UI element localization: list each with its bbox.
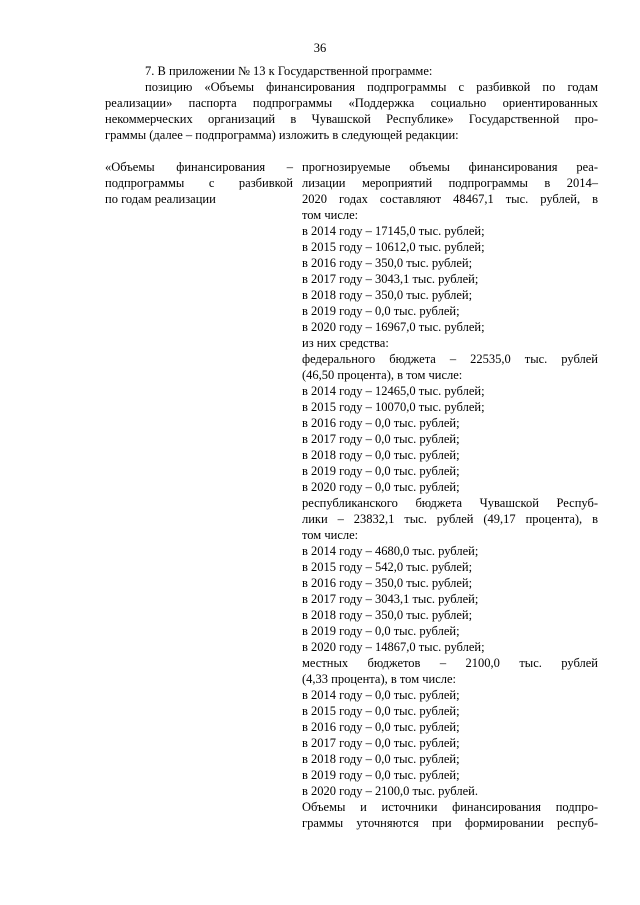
detail-line: в 2017 году – 3043,1 тыс. рублей; bbox=[302, 592, 479, 606]
detail-line: лики – 23832,1 тыс. рублей (49,17 процента), в bbox=[302, 512, 598, 526]
intro-line: 7. В приложении № 13 к Государственной программе: bbox=[145, 64, 433, 78]
intro-paragraph bbox=[105, 63, 598, 143]
detail-line: в 2015 году – 10070,0 тыс. рублей; bbox=[302, 400, 485, 414]
detail-line: в 2020 году – 14867,0 тыс. рублей; bbox=[302, 640, 485, 654]
financing-details bbox=[302, 159, 598, 831]
detail-line: в 2018 году – 0,0 тыс. рублей; bbox=[302, 752, 460, 766]
detail-line: прогнозируемые объемы финансирования реа- bbox=[302, 160, 598, 174]
detail-line: в 2020 году – 2100,0 тыс. рублей. bbox=[302, 784, 478, 798]
detail-line: в 2014 году – 0,0 тыс. рублей; bbox=[302, 688, 460, 702]
detail-line: том числе: bbox=[302, 528, 359, 542]
detail-line: из них средства: bbox=[302, 336, 389, 350]
detail-line: в 2015 году – 10612,0 тыс. рублей; bbox=[302, 240, 485, 254]
detail-line: в 2019 году – 0,0 тыс. рублей; bbox=[302, 768, 460, 782]
intro-line: некоммерческих организаций в Чувашской Республике» Государственной про- bbox=[105, 112, 598, 126]
detail-line: в 2016 году – 0,0 тыс. рублей; bbox=[302, 416, 460, 430]
detail-line: в 2014 году – 17145,0 тыс. рублей; bbox=[302, 224, 485, 238]
detail-line: местных бюджетов – 2100,0 тыс. рублей bbox=[302, 656, 598, 670]
label-line: «Объемы финансирования – bbox=[105, 160, 293, 174]
intro-line: позицию «Объемы финансирования подпрограммы с разбивкой по годам bbox=[145, 80, 598, 94]
intro-line: граммы (далее – подпрограмма) изложить в следующей редакции: bbox=[105, 128, 459, 142]
detail-line: Объемы и источники финансирования подпро- bbox=[302, 800, 598, 814]
detail-line: в 2019 году – 0,0 тыс. рублей; bbox=[302, 464, 460, 478]
detail-line: в 2017 году – 0,0 тыс. рублей; bbox=[302, 736, 460, 750]
detail-line: в 2017 году – 3043,1 тыс. рублей; bbox=[302, 272, 479, 286]
detail-line: том числе: bbox=[302, 208, 359, 222]
detail-line: в 2018 году – 0,0 тыс. рублей; bbox=[302, 448, 460, 462]
intro-line: реализации» паспорта подпрограммы «Поддержка социально ориентированных bbox=[105, 96, 598, 110]
detail-line: 2020 годах составляют 48467,1 тыс. рублей, в bbox=[302, 192, 598, 206]
detail-line: республиканского бюджета Чувашской Респуб- bbox=[302, 496, 598, 510]
detail-line: лизации мероприятий подпрограммы в 2014– bbox=[302, 176, 598, 190]
detail-line: в 2016 году – 350,0 тыс. рублей; bbox=[302, 256, 473, 270]
page-number: 36 bbox=[313, 41, 327, 55]
detail-line: в 2020 году – 0,0 тыс. рублей; bbox=[302, 480, 460, 494]
detail-line: в 2015 году – 0,0 тыс. рублей; bbox=[302, 704, 460, 718]
detail-line: в 2016 году – 0,0 тыс. рублей; bbox=[302, 720, 460, 734]
passport-position-label bbox=[105, 159, 293, 207]
detail-line: (4,33 процента), в том числе: bbox=[302, 672, 457, 686]
detail-line: в 2014 году – 4680,0 тыс. рублей; bbox=[302, 544, 479, 558]
detail-line: в 2015 году – 542,0 тыс. рублей; bbox=[302, 560, 473, 574]
detail-line: в 2020 году – 16967,0 тыс. рублей; bbox=[302, 320, 485, 334]
label-line: по годам реализации bbox=[105, 192, 216, 206]
detail-line: в 2018 году – 350,0 тыс. рублей; bbox=[302, 288, 473, 302]
detail-line: в 2019 году – 0,0 тыс. рублей; bbox=[302, 304, 460, 318]
detail-line: граммы уточняются при формировании респуб- bbox=[302, 816, 598, 830]
detail-line: в 2018 году – 350,0 тыс. рублей; bbox=[302, 608, 473, 622]
detail-line: в 2017 году – 0,0 тыс. рублей; bbox=[302, 432, 460, 446]
detail-line: в 2014 году – 12465,0 тыс. рублей; bbox=[302, 384, 485, 398]
detail-line: в 2019 году – 0,0 тыс. рублей; bbox=[302, 624, 460, 638]
detail-line: в 2016 году – 350,0 тыс. рублей; bbox=[302, 576, 473, 590]
detail-line: (46,50 процента), в том числе: bbox=[302, 368, 463, 382]
label-line: подпрограммы с разбивкой bbox=[105, 176, 293, 190]
detail-line: федерального бюджета – 22535,0 тыс. рублей bbox=[302, 352, 598, 366]
